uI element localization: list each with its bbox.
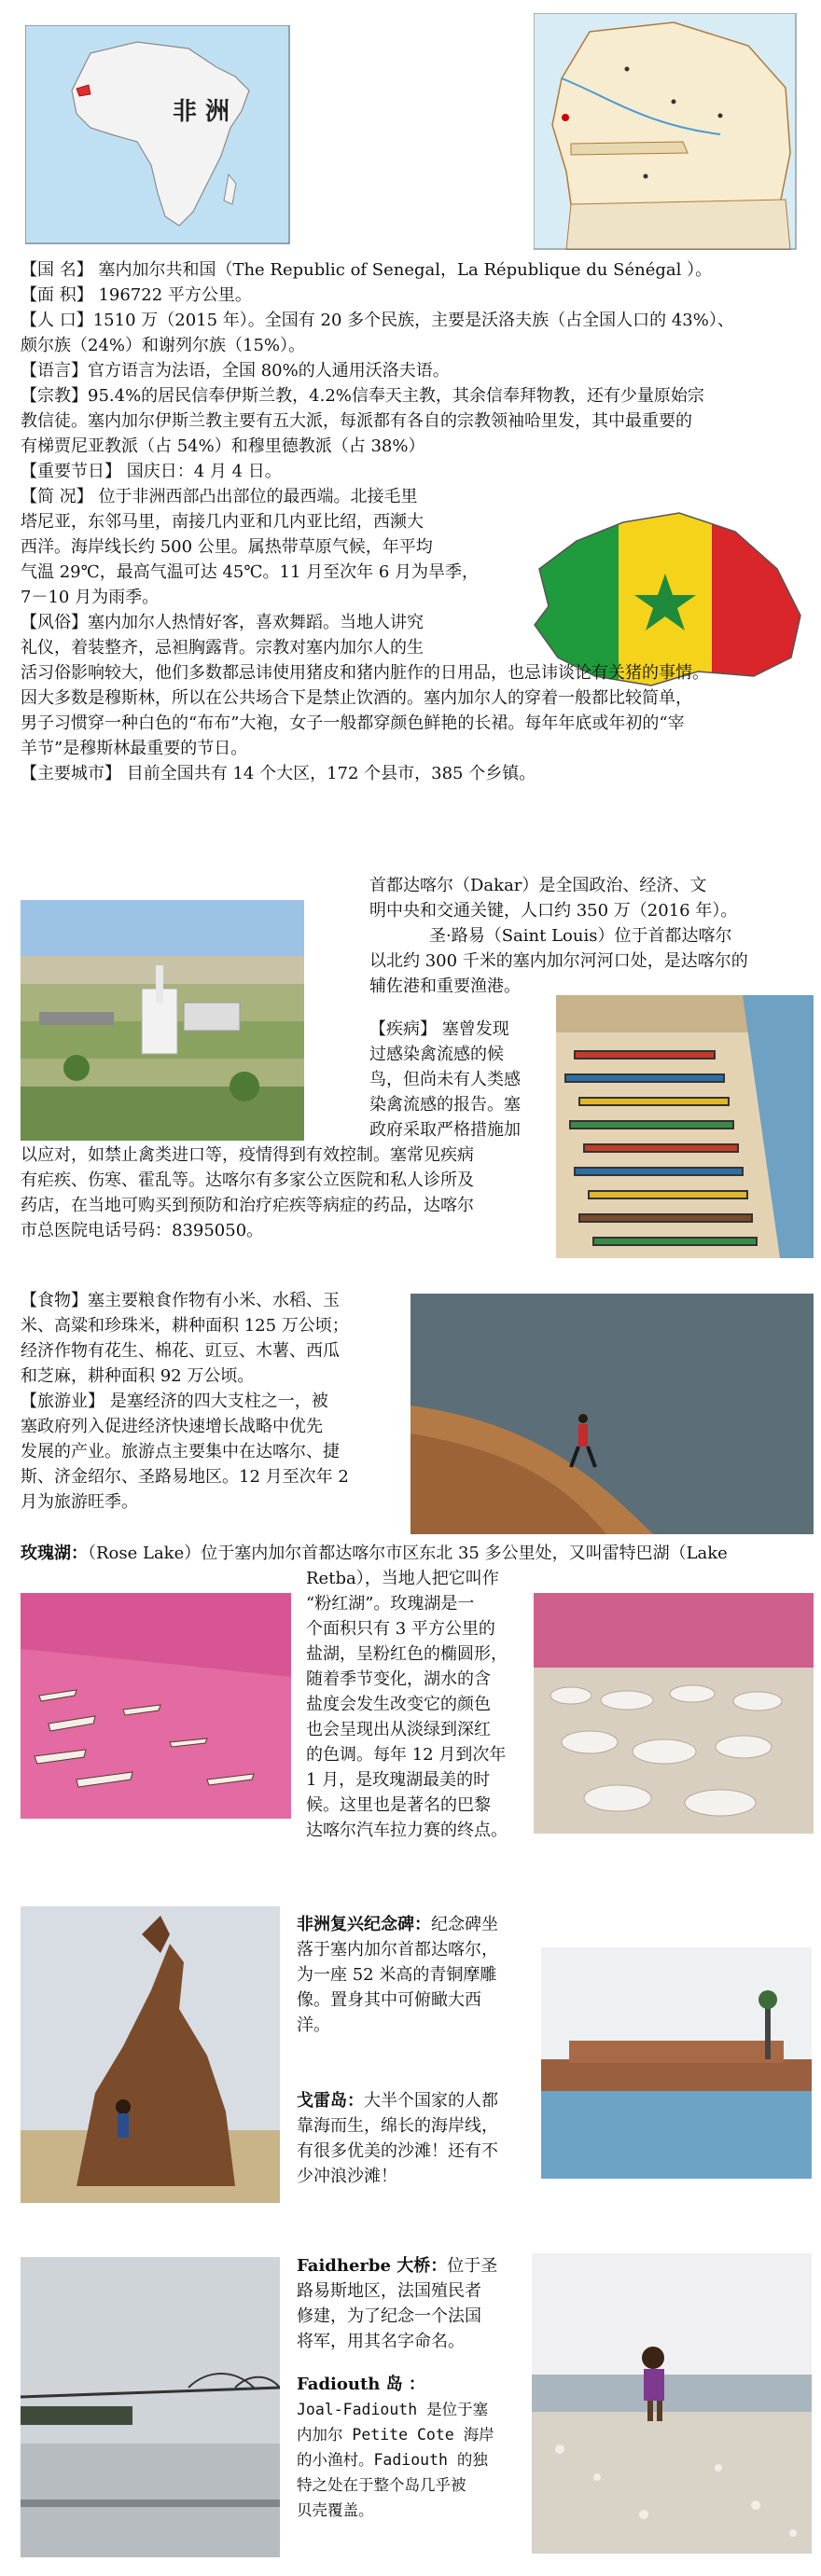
rose-lake-lead bbox=[21, 1541, 728, 1566]
africa-map-label: 非 洲 bbox=[173, 98, 230, 126]
info-line: 【面 积】 196722 平方公里。 bbox=[21, 285, 252, 305]
rose-line: 候。这里也是著名的巴黎 bbox=[306, 1795, 491, 1815]
country-info-block bbox=[21, 257, 734, 484]
fadiouth-line: Joal-Fadiouth 是位于塞 bbox=[297, 2401, 489, 2418]
fadiouth-line: 内加尔 Petite Cote 海岸 bbox=[297, 2426, 494, 2444]
renaissance-block bbox=[297, 1912, 498, 2038]
rose-line: 盐度会发生改变它的颜色 bbox=[306, 1695, 491, 1714]
rose-lake-lead-text: （Rose Lake）位于塞内加尔首都达喀尔市区东北 35 多公里处，又叫雷特巴湖（Lake bbox=[88, 1544, 728, 1563]
faidherbe-block bbox=[297, 2253, 497, 2354]
faidherbe-bridge-photo bbox=[21, 2257, 280, 2557]
faidherbe-title: Faidherbe 大桥： bbox=[297, 2256, 448, 2276]
brief-line: 【风俗】塞内加尔人热情好客，喜欢舞蹈。当地人讲究 bbox=[21, 613, 424, 632]
disease-line: 鸟，但尚未有人类感 bbox=[369, 1070, 521, 1089]
rose-line: 盐湖，呈粉红色的椭圆形， bbox=[306, 1644, 508, 1664]
food-line: 米、高粱和珍珠米，耕种面积 125 万公顷； bbox=[21, 1316, 349, 1336]
goree-block bbox=[297, 2088, 498, 2189]
rose-line: 1 月，是玫瑰湖最美的时 bbox=[306, 1770, 491, 1790]
custom-block bbox=[21, 660, 709, 786]
rose-lake-title: 玫瑰湖： bbox=[21, 1544, 88, 1563]
food-line: 发展的产业。旅游点主要集中在达喀尔、捷 bbox=[21, 1442, 340, 1461]
brief-line: 礼仪，着装整齐，忌袒胸露背。宗教对塞内加尔人的生 bbox=[21, 638, 424, 658]
brief-block bbox=[21, 484, 479, 660]
brief-line: 气温 29℃，最高气温可达 45℃。11 月至次年 6 月为旱季， bbox=[21, 562, 480, 582]
disease-line: 有疟疾、伤寒、霍乱等。达喀尔有多家公立医院和私人诊所及 bbox=[21, 1170, 474, 1190]
info-line: 颇尔族（24%）和谢列尔族（15%）。 bbox=[21, 336, 306, 355]
fadiouth-island-photo bbox=[532, 2253, 812, 2554]
food-line: 经济作物有花生、棉花、豇豆、木薯、西瓜 bbox=[21, 1341, 340, 1361]
dakar-city-photo bbox=[21, 900, 304, 1141]
goree-title: 戈雷岛： bbox=[297, 2091, 364, 2111]
custom-line: 男子习惯穿一种白色的“布布”大袍，女子一般都穿颜色鲜艳的长裙。每年年底或年初的“宰 bbox=[21, 713, 685, 733]
brief-line: 塔尼亚，东邻马里，南接几内亚和几内亚比绍，西濒大 bbox=[21, 512, 424, 532]
rose-line: 也会呈现出从淡绿到深红 bbox=[306, 1720, 491, 1739]
fishing-boats-photo bbox=[556, 995, 814, 1258]
food-line: 【旅游业】 是塞经济的四大支柱之一，被 bbox=[21, 1392, 328, 1411]
faidherbe-line: 位于圣 bbox=[447, 2256, 498, 2276]
senegal-map-image bbox=[534, 13, 797, 250]
renaissance-line: 像。置身其中可俯瞰大西 bbox=[297, 1990, 481, 2010]
food-line: 斯、济金绍尔、圣路易地区。12 月至次年 2 bbox=[21, 1467, 349, 1487]
disease-line: 政府采取严格措施加 bbox=[369, 1120, 521, 1140]
renaissance-title: 非洲复兴纪念碑： bbox=[297, 1915, 431, 1934]
rose-line: 的色调。每年 12 月到次年 bbox=[306, 1745, 507, 1765]
renaissance-line: 洋。 bbox=[297, 2015, 330, 2035]
brief-line: 西洋。海岸线长约 500 公里。属热带草原气候，年平均 bbox=[21, 537, 433, 557]
capital-line: 首都达喀尔（Dakar）是全国政治、经济、文 bbox=[369, 876, 707, 895]
fadiouth-block bbox=[297, 2372, 494, 2523]
capital-line: 以北约 300 千米的塞内加尔河河口处，是达喀尔的 bbox=[369, 951, 748, 971]
info-line: 【语言】官方语言为法语，全国 80%的人通用沃洛夫语。 bbox=[21, 361, 450, 381]
goree-line: 少冲浪沙滩！ bbox=[297, 2167, 397, 2186]
renaissance-line: 落于塞内加尔首都达喀尔， bbox=[297, 1940, 498, 1960]
info-line: 【宗教】95.4%的居民信奉伊斯兰教，4.2%信奉天主教，其余信奉拜物教，还有少量原始宗 bbox=[21, 386, 704, 406]
fadiouth-line: 贝壳覆盖。 bbox=[297, 2501, 374, 2519]
capital-line: 辅佐港和重要渔港。 bbox=[369, 976, 521, 996]
custom-line: 羊节”是穆斯林最重要的节日。 bbox=[21, 739, 248, 758]
beach-runner-photo bbox=[410, 1294, 814, 1534]
capital-block bbox=[369, 873, 748, 999]
fadiouth-line: 特之处在于整个岛几乎被 bbox=[297, 2476, 466, 2494]
info-line: 教信徒。塞内加尔伊斯兰教主要有五大派，每派都有各自的宗教领袖哈里发，其中最重要的 bbox=[21, 411, 692, 431]
disease-line: 【疾病】 塞曾发现 bbox=[369, 1019, 509, 1039]
faidherbe-line: 路易斯地区，法国殖民者 bbox=[297, 2281, 481, 2301]
disease-line: 市总医院电话号码：8395050。 bbox=[21, 1221, 264, 1240]
renaissance-line: 为一座 52 米高的青铜摩雕 bbox=[297, 1965, 497, 1985]
rose-lake-block bbox=[306, 1566, 508, 1843]
goree-line: 大半个国家的人都 bbox=[364, 2091, 498, 2111]
disease-wide-block bbox=[21, 1143, 474, 1243]
renaissance-line: 纪念碑坐 bbox=[431, 1915, 498, 1934]
info-line: 【重要节日】 国庆日：4 月 4 日。 bbox=[21, 462, 282, 481]
custom-line: 【主要城市】 目前全国共有 14 个大区，172 个县市，385 个乡镇。 bbox=[21, 764, 536, 783]
fadiouth-line: 的小渔村。Fadiouth 的独 bbox=[297, 2451, 488, 2469]
fadiouth-title: Fadiouth 岛 ： bbox=[297, 2375, 425, 2394]
brief-line: 7－10 月为雨季。 bbox=[21, 588, 160, 607]
food-line: 和芝麻，耕种面积 92 万公顷。 bbox=[21, 1366, 255, 1386]
rose-line: “粉红湖”。玫瑰湖是一 bbox=[306, 1594, 475, 1613]
disease-narrow-block bbox=[369, 1017, 521, 1143]
food-line: 月为旅游旺季。 bbox=[21, 1492, 138, 1512]
rose-line: 达喀尔汽车拉力赛的终点。 bbox=[306, 1821, 508, 1840]
goree-island-photo bbox=[541, 1947, 812, 2179]
rose-line: Retba），当地人把它叫作 bbox=[306, 1569, 499, 1588]
disease-line: 染禽流感的报告。塞 bbox=[369, 1095, 521, 1115]
rose-line: 个面积只有 3 平方公里的 bbox=[306, 1619, 495, 1639]
disease-line: 药店，在当地可购买到预防和治疗疟疾等病症的药品，达喀尔 bbox=[21, 1196, 474, 1215]
info-line: 【国 名】 塞内加尔共和国（The Republic of Senegal，La République du Sénégal ）。 bbox=[21, 260, 713, 280]
capital-line: 圣·路易（Saint Louis）位于首都达喀尔 bbox=[429, 926, 732, 946]
disease-line: 以应对，如禁止禽类进口等，疫情得到有效控制。塞常见疾病 bbox=[21, 1145, 474, 1165]
rose-line: 随着季节变化，湖水的含 bbox=[306, 1669, 491, 1689]
capital-line: 明中央和交通关键，人口约 350 万（2016 年）。 bbox=[369, 901, 738, 921]
custom-line: 因大多数是穆斯林，所以在公共场合下是禁止饮酒的。塞内加尔人的穿着一般都比较简单， bbox=[21, 688, 692, 708]
disease-line: 过感染禽流感的候 bbox=[369, 1045, 504, 1064]
food-line: 塞政府列入促进经济快速增长战略中优先 bbox=[21, 1417, 323, 1436]
renaissance-monument-photo bbox=[21, 1906, 280, 2203]
brief-line: 【简 况】 位于非洲西部凸出部位的最西端。北接毛里 bbox=[21, 487, 418, 506]
faidherbe-line: 将军，用其名字命名。 bbox=[297, 2332, 465, 2351]
food-tourism-block bbox=[21, 1288, 349, 1515]
pink-lake-boats-photo bbox=[21, 1593, 291, 1819]
food-line: 【食物】塞主要粮食作物有小米、水稻、玉 bbox=[21, 1291, 340, 1310]
custom-line: 活习俗影响较大，他们多数都忌讳使用猪皮和猪内脏作的日用品，也忌讳谈论有关猪的事情。 bbox=[21, 663, 709, 683]
faidherbe-line: 修建，为了纪念一个法国 bbox=[297, 2306, 481, 2326]
rose-lake-salt-photo bbox=[534, 1593, 814, 1834]
goree-line: 靠海而生，绵长的海岸线， bbox=[297, 2116, 498, 2136]
africa-map-image bbox=[25, 25, 290, 244]
goree-line: 有很多优美的沙滩！还有不 bbox=[297, 2141, 498, 2161]
info-line: 有梯贾尼亚教派（占 54%）和穆里德教派（占 38%） bbox=[21, 436, 425, 456]
info-line: 【人 口】1510 万（2015 年）。全国有 20 多个民族，主要是沃洛夫族（占全国人口的 43%）、 bbox=[21, 311, 734, 330]
